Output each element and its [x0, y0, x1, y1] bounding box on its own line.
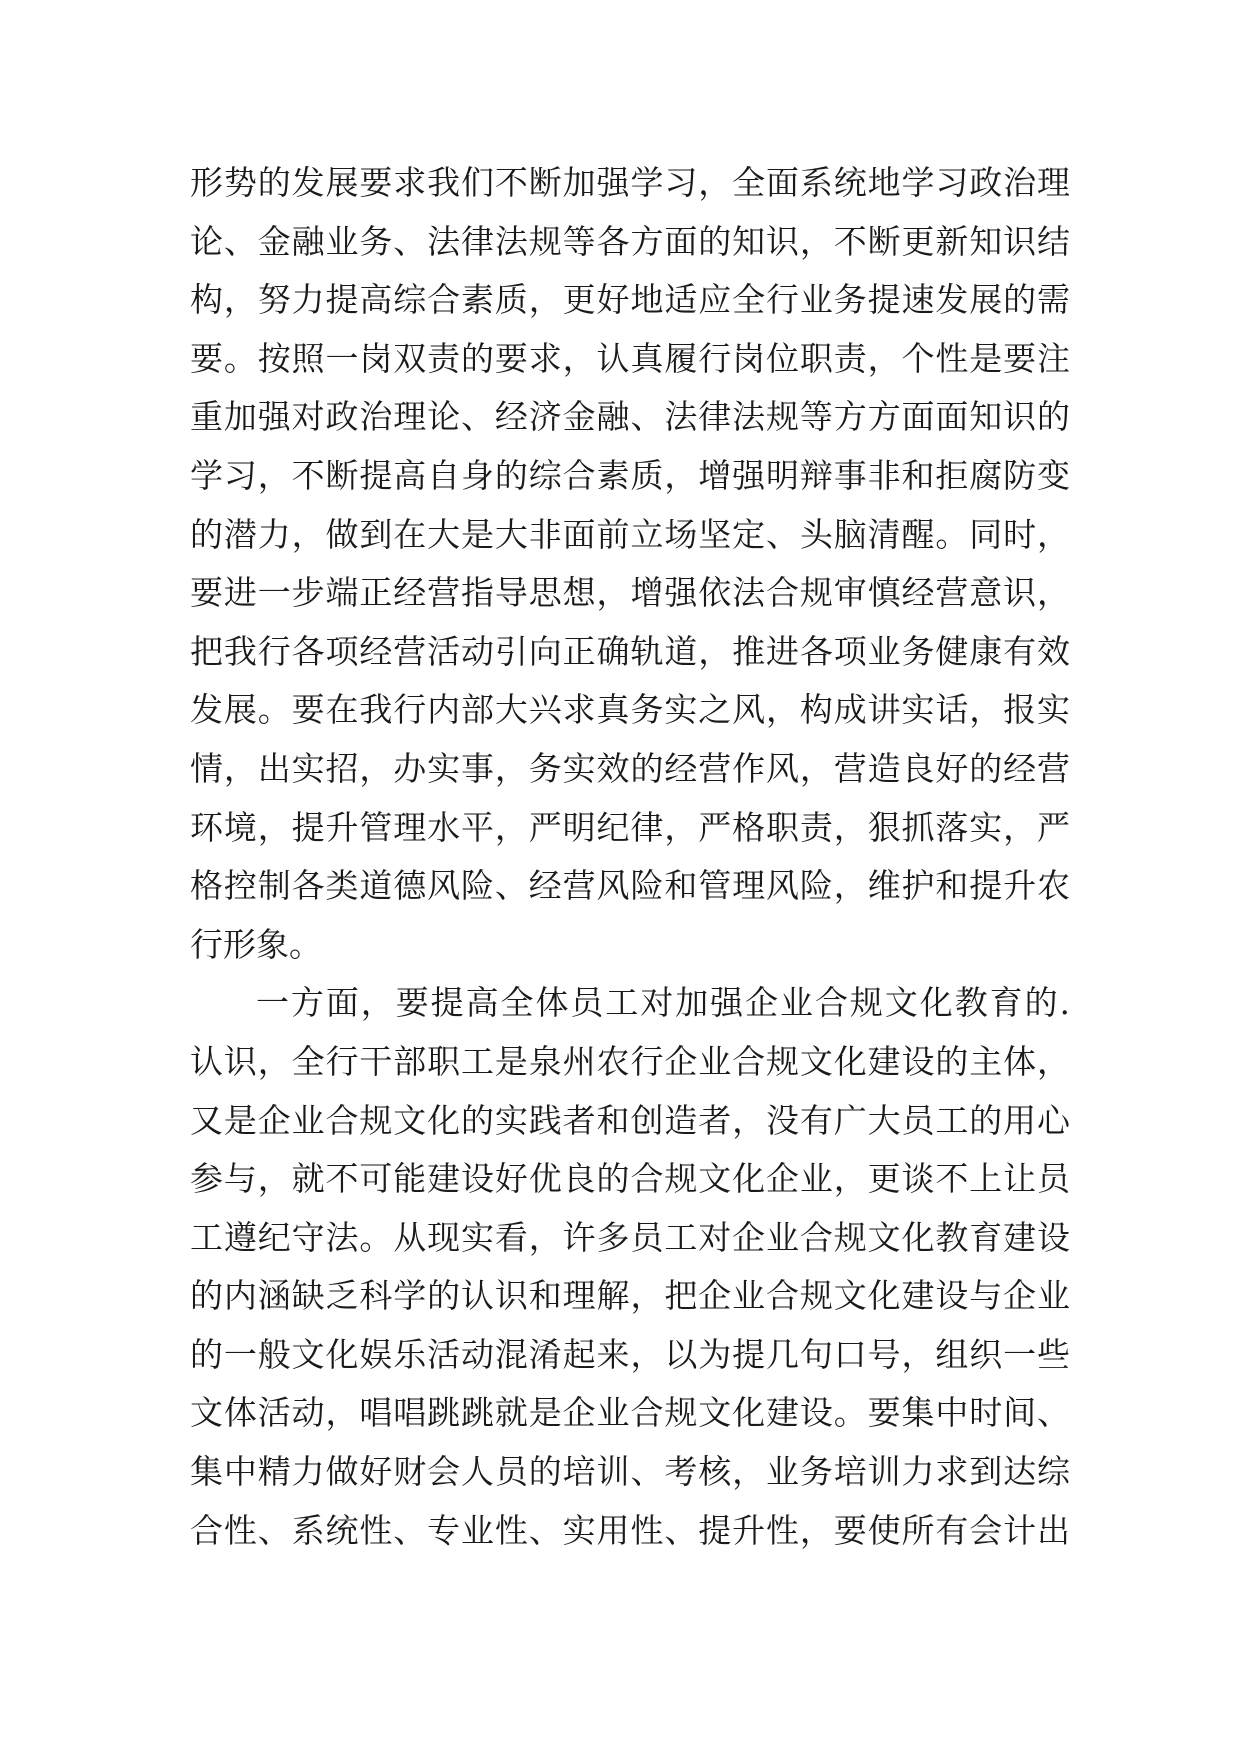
- text-line: 集中精力做好财会人员的培训、考核，业务培训力求到达综: [190, 1452, 1070, 1492]
- text-line: 认识，全行干部职工是泉州农行企业合规文化建设的主体，: [190, 1041, 1070, 1081]
- text-line: 的潜力，做到在大是大非面前立场坚定、头脑清醒。同时，: [190, 514, 1070, 554]
- paragraph-1: [190, 154, 1070, 974]
- text-line: 构，努力提高综合素质，更好地适应全行业务提速发展的需: [190, 280, 1070, 320]
- paragraph-2: [190, 974, 1070, 1560]
- text-line: 的内涵缺乏科学的认识和理解，把企业合规文化建设与企业: [190, 1276, 1070, 1316]
- text-line: 学习，不断提高自身的综合素质，增强明辩事非和拒腐防变: [190, 455, 1070, 495]
- text-line: 把我行各项经营活动引向正确轨道，推进各项业务健康有效: [190, 631, 1070, 671]
- text-line: 又是企业合规文化的实践者和创造者，没有广大员工的用心: [190, 1100, 1070, 1140]
- text-line: 重加强对政治理论、经济金融、法律法规等方方面面知识的: [190, 397, 1070, 437]
- text-line: 行形象。: [190, 924, 322, 964]
- text-line: 格控制各类道德风险、经营风险和管理风险，维护和提升农: [190, 866, 1070, 906]
- text-line: 合性、系统性、专业性、实用性、提升性，要使所有会计出: [190, 1510, 1070, 1550]
- text-line: 发展。要在我行内部大兴求真务实之风，构成讲实话，报实: [190, 690, 1070, 730]
- text-line: 工遵纪守法。从现实看，许多员工对企业合规文化教育建设: [190, 1217, 1070, 1257]
- text-line: 论、金融业务、法律法规等各方面的知识，不断更新知识结: [190, 221, 1070, 261]
- text-line: 要进一步端正经营指导思想，增强依法合规审慎经营意识，: [190, 573, 1070, 613]
- text-line: 一方面，要提高全体员工对加强企业合规文化教育的.: [256, 983, 1070, 1023]
- text-line: 形势的发展要求我们不断加强学习，全面系统地学习政治理: [190, 163, 1070, 202]
- text-line: 的一般文化娱乐活动混淆起来，以为提几句口号，组织一些: [190, 1334, 1070, 1374]
- document-body: [190, 154, 1070, 1560]
- text-line: 环境，提升管理水平，严明纪律，严格职责，狠抓落实，严: [190, 807, 1070, 847]
- text-line: 情，出实招，办实事，务实效的经营作风，营造良好的经营: [190, 748, 1070, 788]
- text-line: 参与，就不可能建设好优良的合规文化企业，更谈不上让员: [190, 1159, 1070, 1199]
- text-line: 文体活动，唱唱跳跳就是企业合规文化建设。要集中时间、: [190, 1393, 1070, 1433]
- text-line: 要。按照一岗双责的要求，认真履行岗位职责，个性是要注: [190, 338, 1070, 378]
